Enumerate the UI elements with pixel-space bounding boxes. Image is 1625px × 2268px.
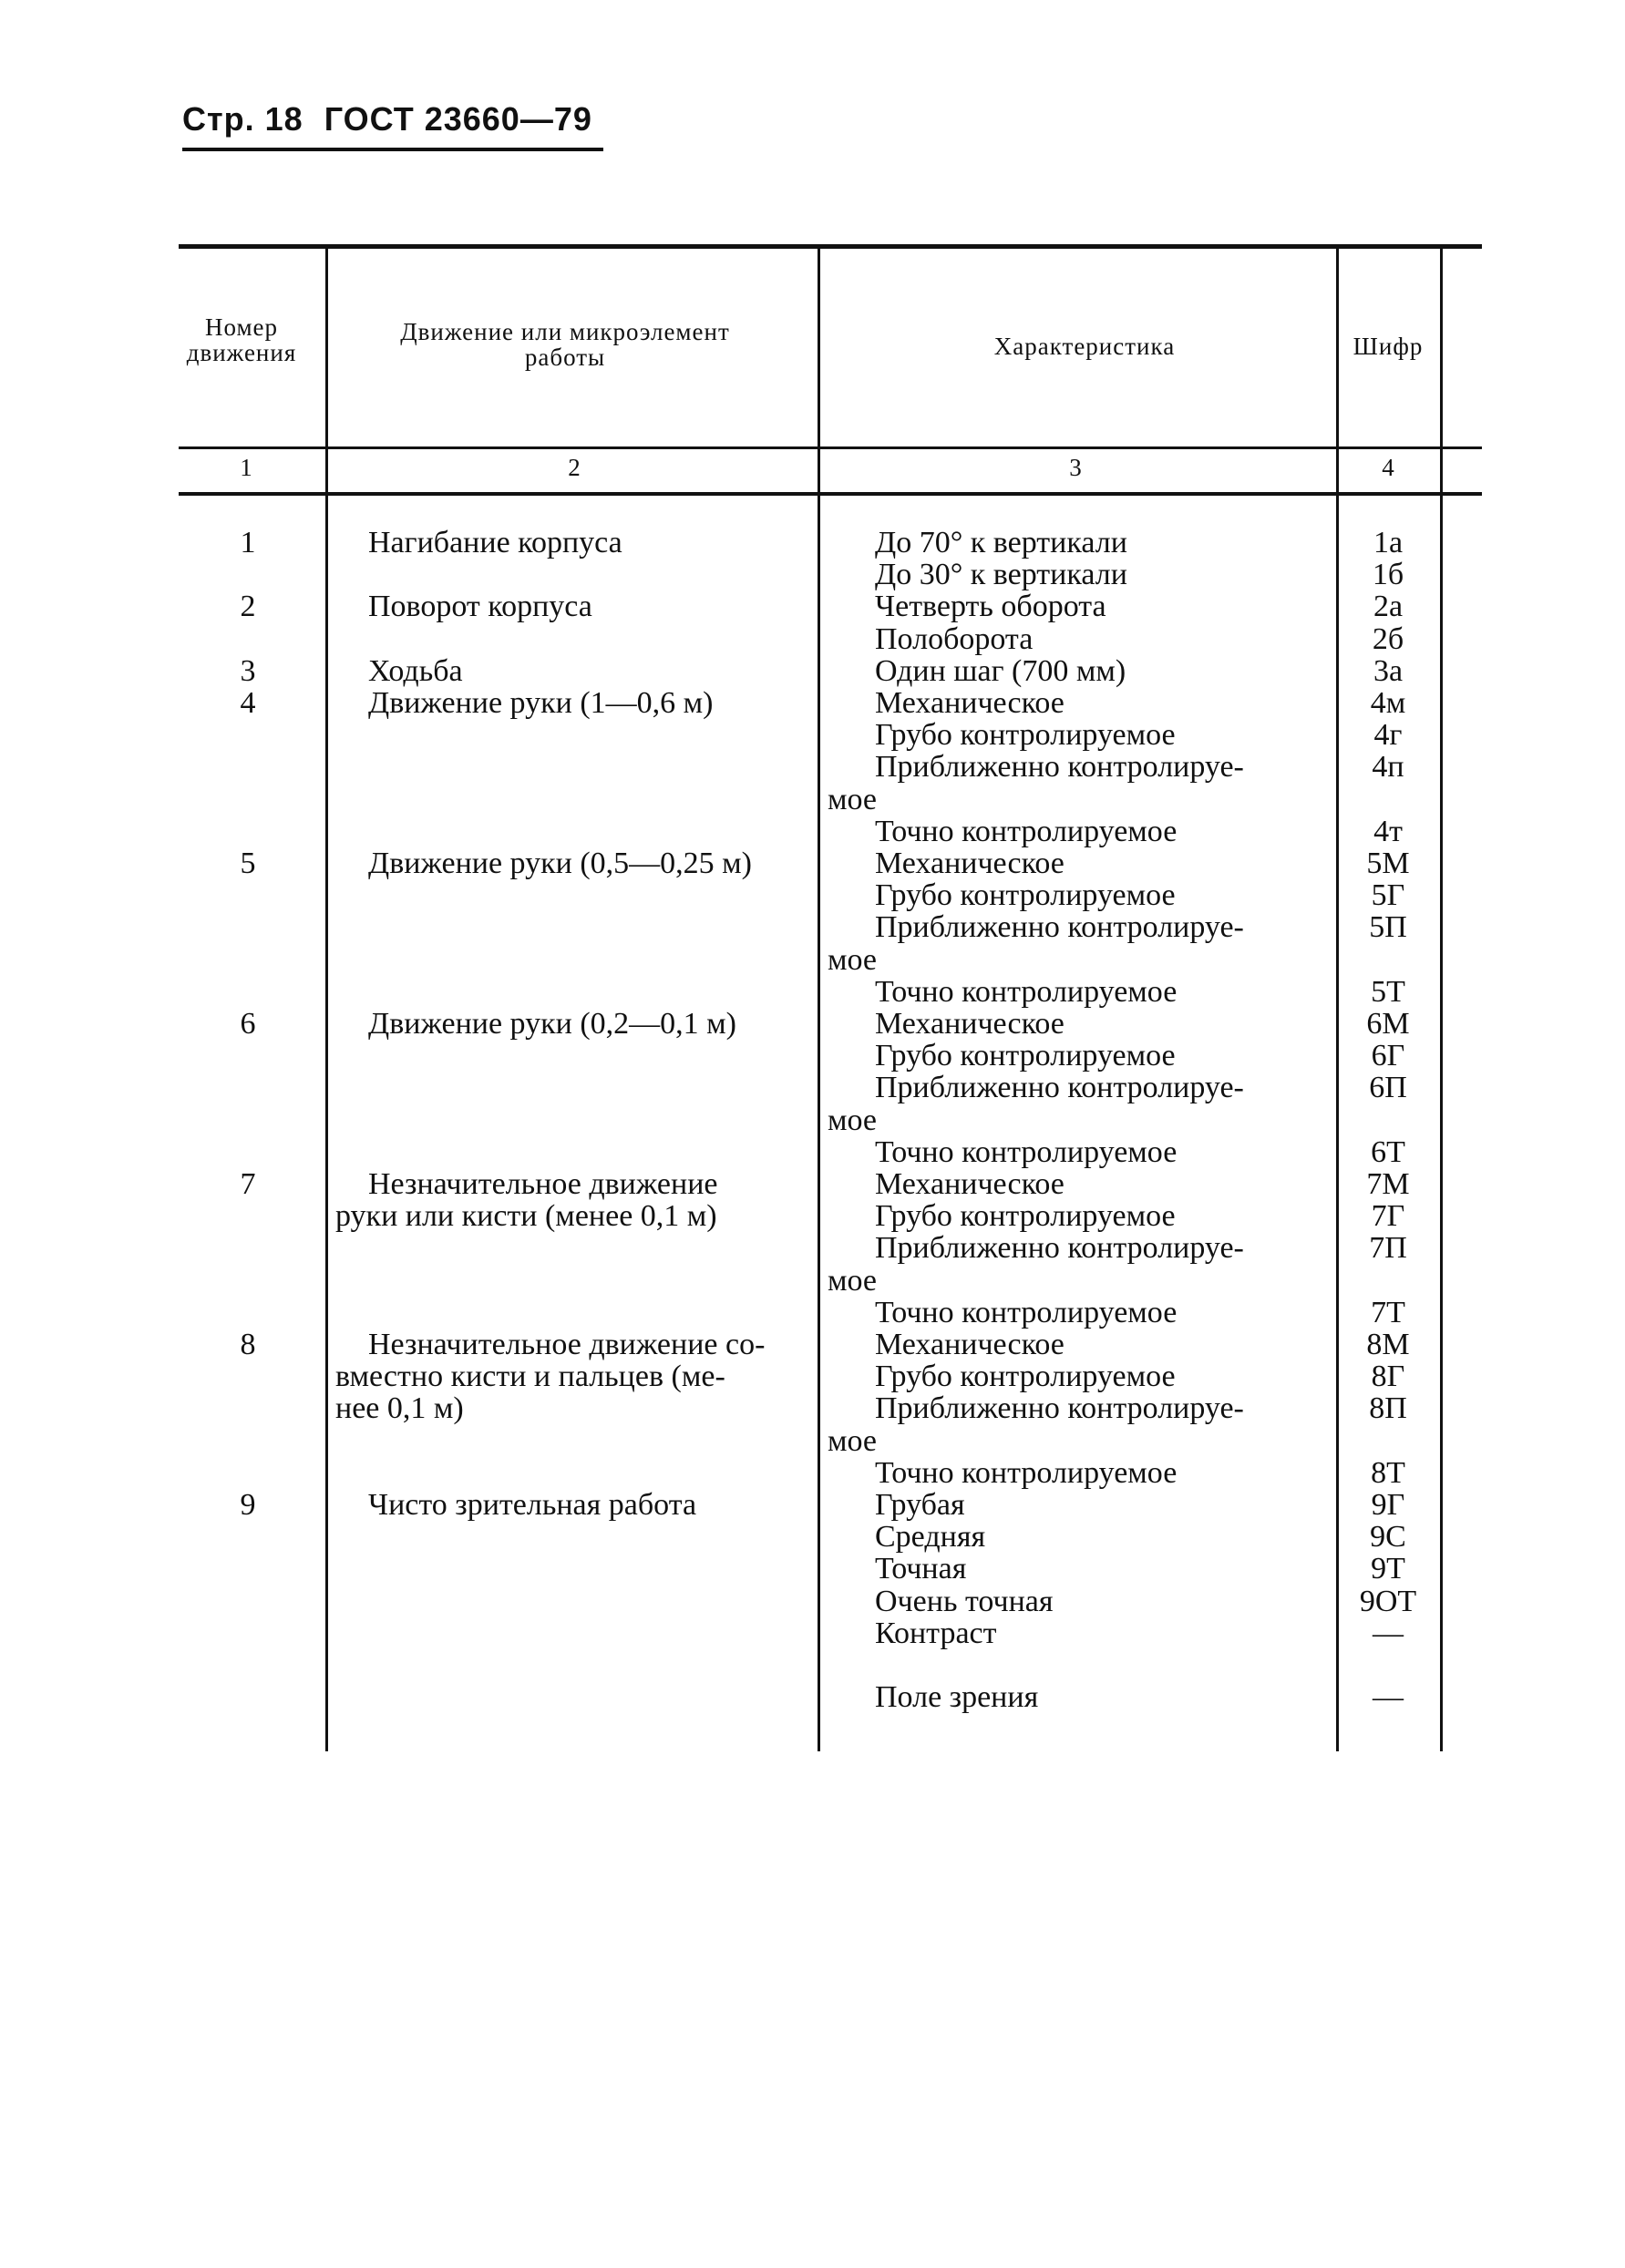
characteristic-text: Четверть оборота [875, 590, 1106, 624]
characteristic-text: Грубо контролируемое [875, 878, 1176, 913]
code-value: 7М [1366, 1167, 1410, 1201]
characteristic-text: мое [828, 942, 878, 977]
characteristic-text: Поле зрения [875, 1680, 1039, 1715]
characteristic-text: Грубо контролируемое [875, 1039, 1176, 1073]
characteristic-text: мое [828, 1263, 878, 1298]
code-value: 5М [1366, 847, 1410, 880]
characteristic-text: Приближенно контролируе- [875, 750, 1244, 785]
column-divider-4 [1440, 248, 1443, 1751]
code-value: 7Г [1371, 1199, 1405, 1234]
characteristic-text: Точно контролируемое [875, 1134, 1178, 1169]
characteristic-text: Механическое [875, 1007, 1064, 1041]
movement-number: 5 [240, 847, 256, 880]
code-value: — [1373, 1680, 1404, 1715]
characteristic-text: мое [828, 1103, 878, 1137]
code-value: 6П [1369, 1071, 1407, 1105]
column-divider-2 [818, 248, 820, 1751]
code-value: 7П [1369, 1231, 1407, 1266]
column-number-4: 4 [1382, 454, 1394, 481]
movement-name: Незначительное движение со- [368, 1328, 766, 1361]
code-value: 9Т [1371, 1552, 1405, 1586]
column-number-3: 3 [1069, 454, 1082, 481]
characteristic-text: Контраст [875, 1616, 997, 1650]
movement-name: Ходьба [368, 653, 463, 688]
code-value: 6Г [1371, 1039, 1405, 1073]
code-value: 6М [1366, 1007, 1410, 1041]
code-value: — [1373, 1616, 1404, 1650]
page-header [182, 100, 603, 151]
code-value: 9ОТ [1359, 1584, 1417, 1618]
movement-name: Незначительное движение [368, 1167, 718, 1201]
characteristic-text: Полоборота [875, 621, 1034, 656]
movement-name: руки или кисти (менее 0,1 м) [335, 1199, 717, 1234]
code-value: 7Т [1371, 1295, 1405, 1329]
movement-name: Нагибание корпуса [368, 526, 622, 559]
code-value: 4п [1372, 750, 1404, 785]
characteristic-text: Точно контролируемое [875, 1455, 1178, 1490]
characteristic-text: Механическое [875, 847, 1064, 880]
characteristic-text: Точная [875, 1552, 967, 1586]
code-value: 9С [1370, 1520, 1406, 1555]
characteristic-text: Механическое [875, 686, 1064, 720]
movement-number: 3 [240, 653, 256, 688]
code-value: 5П [1369, 910, 1407, 945]
column-number-2: 2 [568, 454, 581, 481]
standard-number: ГОСТ 23660—79 [324, 100, 592, 138]
characteristic-text: Механическое [875, 1167, 1064, 1201]
movement-number: 6 [240, 1007, 256, 1041]
code-value: 2б [1372, 621, 1404, 656]
characteristic-text: Грубая [875, 1488, 965, 1522]
code-value: 5Т [1371, 974, 1405, 1009]
column-divider-1 [325, 248, 328, 1751]
characteristic-text: Приближенно контролируе- [875, 1071, 1244, 1105]
movement-number: 1 [240, 526, 256, 559]
characteristic-text: Один шаг (700 мм) [875, 653, 1126, 688]
characteristic-text: Грубо контролируемое [875, 1199, 1176, 1234]
code-value: 8П [1369, 1391, 1407, 1426]
characteristic-text: Механическое [875, 1328, 1064, 1361]
movement-name: Движение руки (0,2—0,1 м) [368, 1007, 736, 1041]
page-number: Стр. 18 [182, 100, 303, 138]
header-characteristic: Характеристика [993, 333, 1176, 360]
characteristic-text: Грубо контролируемое [875, 718, 1176, 753]
code-value: 8Г [1371, 1360, 1405, 1394]
code-value: 1б [1372, 558, 1404, 592]
characteristic-text: Приближенно контролируе- [875, 1231, 1244, 1266]
movement-name: Движение руки (1—0,6 м) [368, 686, 714, 720]
movement-number: 8 [240, 1328, 256, 1361]
header-movement-element: Движение или микроэлемент работы [400, 318, 730, 371]
characteristic-text: До 30° к вертикали [875, 558, 1127, 592]
characteristic-text: Очень точная [875, 1584, 1054, 1618]
movement-number: 9 [240, 1488, 256, 1522]
header-movement-number: Номер движения [186, 313, 297, 366]
characteristic-text: Точно контролируемое [875, 974, 1178, 1009]
header-bottom-rule [179, 446, 1482, 449]
code-value: 2а [1373, 590, 1404, 624]
code-value: 9Г [1371, 1488, 1405, 1522]
code-value: 4г [1373, 718, 1403, 753]
code-value: 4т [1373, 814, 1403, 848]
characteristic-text: Приближенно контролируе- [875, 910, 1244, 945]
characteristic-text: До 70° к вертикали [875, 526, 1127, 559]
movement-name: Движение руки (0,5—0,25 м) [368, 847, 752, 880]
movement-number: 4 [240, 686, 256, 720]
code-value: 8Т [1371, 1455, 1405, 1490]
header-code: Шифр [1352, 333, 1424, 360]
characteristic-text: мое [828, 1423, 878, 1458]
column-divider-3 [1336, 248, 1339, 1751]
movement-name: вместно кисти и пальцев (ме- [335, 1360, 725, 1394]
code-value: 6Т [1371, 1134, 1405, 1169]
column-number-1: 1 [240, 454, 252, 481]
characteristic-text: Точно контролируемое [875, 1295, 1178, 1329]
movement-name: нее 0,1 м) [335, 1391, 464, 1426]
characteristic-text: мое [828, 782, 878, 816]
movement-number: 7 [240, 1167, 256, 1201]
code-value: 1а [1373, 526, 1404, 559]
characteristic-text: Средняя [875, 1520, 986, 1555]
movement-name: Чисто зрительная работа [368, 1488, 697, 1522]
code-value: 8М [1366, 1328, 1410, 1361]
characteristic-text: Точно контролируемое [875, 814, 1178, 848]
movement-name: Поворот корпуса [368, 590, 592, 624]
movement-number: 2 [240, 590, 256, 624]
code-value: 3а [1373, 653, 1404, 688]
code-value: 4м [1370, 686, 1406, 720]
table-top-rule [179, 244, 1482, 249]
characteristic-text: Грубо контролируемое [875, 1360, 1176, 1394]
characteristic-text: Приближенно контролируе- [875, 1391, 1244, 1426]
colnum-bottom-rule [179, 492, 1482, 496]
code-value: 5Г [1371, 878, 1405, 913]
